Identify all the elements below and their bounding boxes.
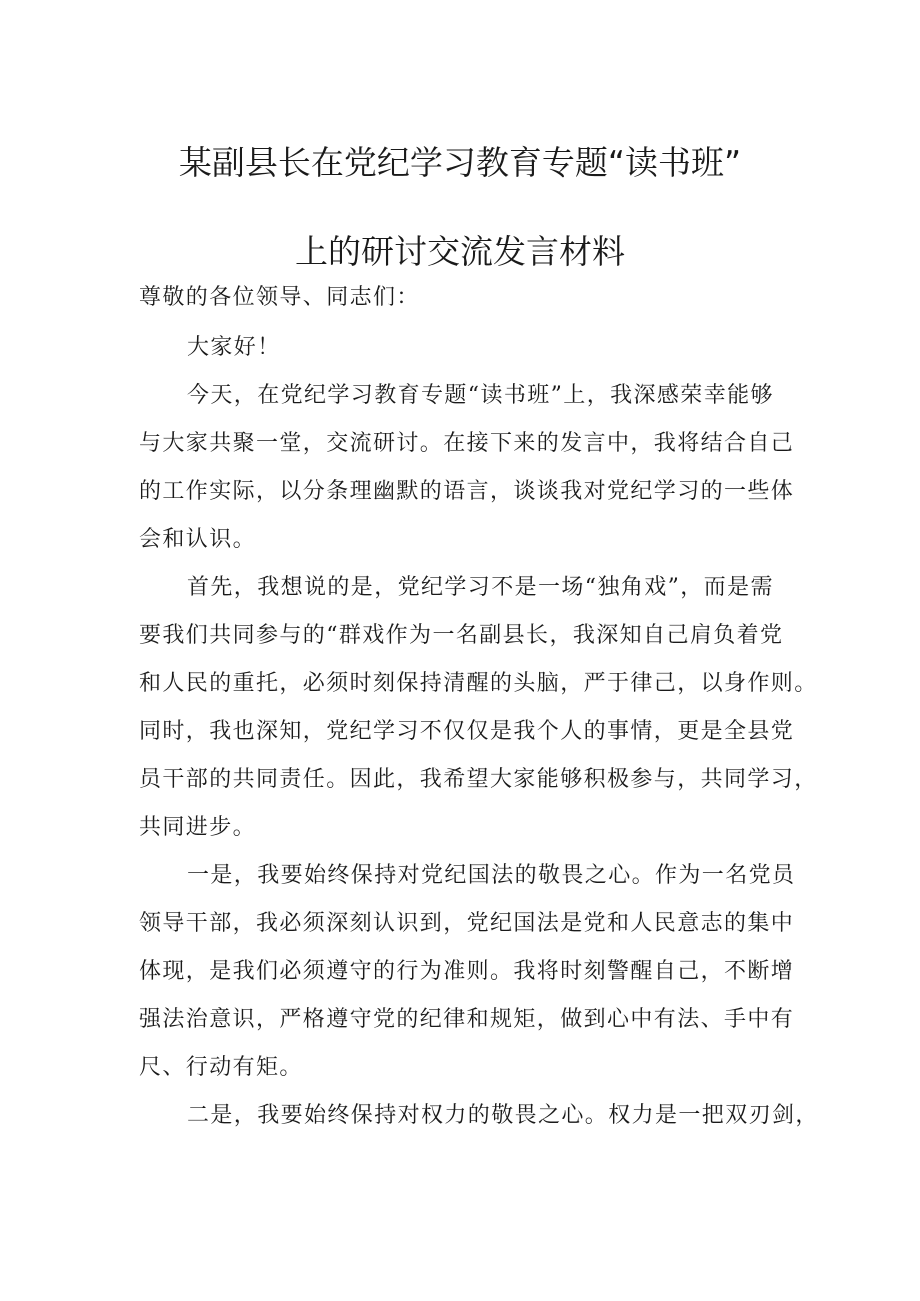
body-line: 首先，我想说的是，党纪学习不是一场“独角戏”，而是需 xyxy=(187,575,774,600)
body-line: 要我们共同参与的“群戏作为一名副县长，我深知自己肩负着党 xyxy=(139,623,784,648)
body-line: 与大家共聚一堂，交流研讨。在接下来的发言中，我将结合自己 xyxy=(139,431,795,456)
body-line: 共同进步。 xyxy=(139,815,257,840)
body-line: 体现，是我们必须遵守的行为准则。我将时刻警醒自己，不断增 xyxy=(139,959,795,984)
body-line: 今天，在党纪学习教育专题“读书班”上，我深感荣幸能够 xyxy=(187,383,774,408)
body-line: 领导干部，我必须深刻认识到，党纪国法是党和人民意志的集中 xyxy=(139,911,795,936)
body-line: 会和认识。 xyxy=(139,527,257,552)
body-line: 同时，我也深知，党纪学习不仅仅是我个人的事情，更是全县党 xyxy=(139,719,795,744)
document-title-line-1: 某副县长在党纪学习教育专题“读书班” xyxy=(178,143,742,182)
document-title-line-2: 上的研讨交流发言材料 xyxy=(295,232,625,271)
greeting-line: 大家好！ xyxy=(187,335,281,360)
body-line: 的工作实际，以分条理幽默的语言，谈谈我对党纪学习的一些体 xyxy=(139,479,795,504)
salutation-line: 尊敬的各位领导、同志们： xyxy=(139,285,420,310)
body-line: 二是，我要始终保持对权力的敬畏之心。权力是一把双刃剑， xyxy=(187,1103,819,1128)
body-line: 一是，我要始终保持对党纪国法的敬畏之心。作为一名党员 xyxy=(187,863,796,888)
body-line: 和人民的重托，必须时刻保持清醒的头脑，严于律己，以身作则。 xyxy=(139,671,818,696)
body-line: 强法治意识，严格遵守党的纪律和规矩，做到心中有法、手中有 xyxy=(139,1007,795,1032)
body-line: 尺、行动有矩。 xyxy=(139,1055,303,1080)
body-line: 员干部的共同责任。因此，我希望大家能够积极参与，共同学习， xyxy=(139,767,818,792)
